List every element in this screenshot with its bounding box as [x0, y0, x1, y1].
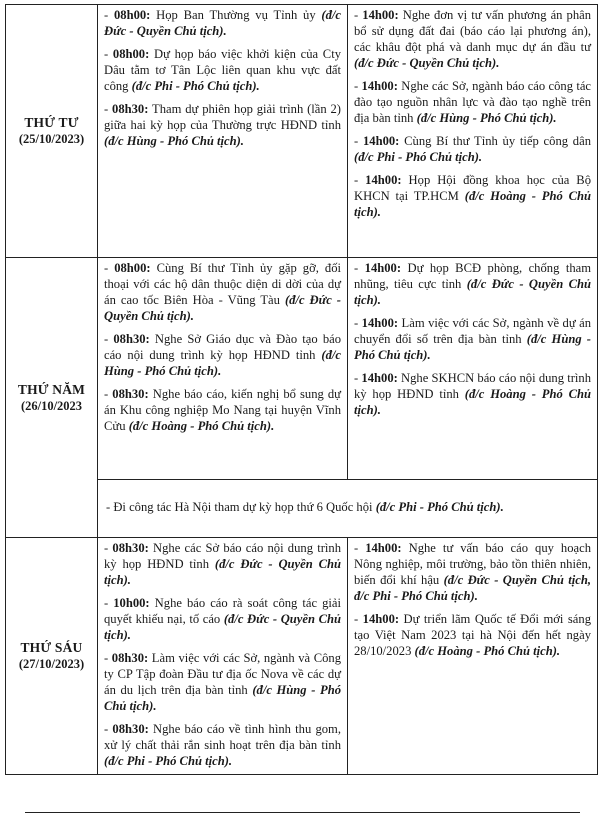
- schedule-entry: - 08h30: Tham dự phiên họp giải trình (lần 2) giữa hai kỳ họp của Thường trực HĐND tỉnh (đ/c Hùng - Phó Chủ tịch).: [104, 102, 341, 148]
- entry-time: 14h00:: [361, 316, 399, 330]
- entry-text: Nghe báo cáo, kiến nghị bổ sung dự án Khu công nghiệp Mo Nang tại huyện Vĩnh Cửu: [104, 387, 341, 433]
- day-cell: [6, 5, 98, 258]
- entry-text: Dự họp báo việc khởi kiện của Cty Dâu tằm tơ Tân Lộc liên quan khu vực đất công: [104, 47, 341, 93]
- schedule-entry: - 14h00: Họp Hội đồng khoa học của Bộ KHCN tại TP.HCM (đ/c Hoàng - Phó Chủ tịch).: [354, 173, 592, 219]
- schedule-entry: - 08h30: Nghe các Sở báo cáo nội dung trình kỳ họp HĐND tỉnh (đ/c Đức - Quyền Chủ tịch).: [104, 541, 341, 587]
- afternoon-column: [348, 5, 598, 258]
- day-row-wednesday: [6, 5, 598, 258]
- entry-person: (đ/c Phi - Phó Chủ tịch).: [354, 150, 483, 164]
- entry-person: (đ/c Hoàng - Phó Chủ tịch).: [128, 419, 275, 433]
- entry-text: Dự họp BCĐ phòng, chống tham nhũng, tiêu cực tỉnh: [354, 261, 591, 291]
- entry-time: 08h30:: [112, 102, 149, 116]
- schedule-entry: - 14h00: Dự họp BCĐ phòng, chống tham nhũng, tiêu cực tỉnh (đ/c Đức - Quyền Chủ tịch).: [354, 261, 591, 307]
- day-date: (26/10/2023: [20, 398, 83, 413]
- schedule-entry: - 14h00: Làm việc với các Sở, ngành về dự án chuyển đổi số trên địa bàn tỉnh (đ/c Hùng - Phó Chủ tịch).: [354, 316, 592, 362]
- entry-time: 14h00:: [362, 612, 400, 626]
- entry-time: 14h00:: [364, 261, 402, 275]
- entry-person: (đ/c Phi - Phó Chủ tịch).: [375, 500, 504, 514]
- entry-person: (đ/c Hoàng - Phó Chủ tịch).: [414, 644, 561, 658]
- entry-time: 14h00:: [362, 134, 400, 148]
- schedule-entry: - 08h30: Làm việc với các Sở, ngành và Công ty CP Tập đoàn Đầu tư địa ốc Nova về các dự án du lịch trên địa bàn tỉnh (đ/c Hùng - Phó Chủ tịch).: [104, 651, 342, 713]
- entry-person: (đ/c Đức - Quyền Chủ tịch).: [104, 293, 341, 323]
- entry-time: 14h00:: [365, 173, 402, 187]
- entry-text: Nghe Sở Giáo dục và Đào tạo báo cáo nội dung trình kỳ họp HĐND tỉnh: [104, 332, 342, 362]
- afternoon-column: [348, 538, 598, 775]
- entry-text: - Đi công tác Hà Nội tham dự kỳ họp thứ 6 Quốc hội: [106, 500, 373, 514]
- day-name: THỨ SÁU: [20, 640, 83, 655]
- entry-time: 08h30:: [112, 722, 149, 736]
- entry-time: 14h00:: [361, 79, 398, 93]
- entry-person: (đ/c Hùng - Phó Chủ tịch).: [104, 134, 244, 148]
- entry-time: 10h00:: [113, 596, 150, 610]
- schedule-entry: - 08h30: Nghe Sở Giáo dục và Đào tạo báo cáo nội dung trình kỳ họp HĐND tỉnh (đ/c Hùng - Phó Chủ tịch).: [104, 332, 342, 378]
- entry-person: (đ/c Hùng - Phó Chủ tịch).: [354, 332, 592, 362]
- entry-time: 08h30:: [112, 387, 149, 401]
- entry-person: (đ/c Phi - Phó Chủ tịch).: [104, 754, 233, 768]
- entry-person: (đ/c Đức - Quyền Chủ tịch).: [104, 557, 341, 587]
- entry-time: 08h00:: [113, 8, 151, 22]
- morning-column: [98, 538, 348, 775]
- entry-text: Nghe đơn vị tư vấn phương án phân bổ sử dụng đất đai (báo cáo lại phương án), các khâu đột phá và danh mục dự án đầu tư: [354, 8, 592, 54]
- schedule-entry: - 08h30: Nghe báo cáo về tình hình thu gom, xử lý chất thải rắn sinh hoạt trên địa bàn tỉnh (đ/c Phi - Phó Chủ tịch).: [104, 722, 341, 768]
- entry-person: (đ/c Hùng - Phó Chủ tịch).: [416, 111, 557, 125]
- entry-text: Nghe báo cáo về tình hình thu gom, xử lý chất thải rắn sinh hoạt trên địa bàn tỉnh: [104, 722, 341, 752]
- schedule-entry: - 08h30: Nghe báo cáo, kiến nghị bổ sung dự án Khu công nghiệp Mo Nang tại huyện Vĩnh Cửu (đ/c Hoàng - Phó Chủ tịch).: [104, 387, 341, 433]
- entry-time: 08h00:: [112, 47, 150, 61]
- schedule-entry: - 14h00: Nghe SKHCN báo cáo nội dung trình kỳ họp HĐND tỉnh (đ/c Hoàng - Phó Chủ tịch).: [354, 371, 592, 417]
- day-name: THỨ TƯ: [24, 115, 79, 130]
- entry-person: (đ/c Hoàng - Phó Chủ tịch).: [354, 387, 591, 417]
- entry-person: (đ/c Phi - Phó Chủ tịch).: [131, 79, 260, 93]
- entry-text: Họp Hội đồng khoa học của Bộ KHCN tại TP.HCM: [354, 173, 591, 203]
- morning-column: [98, 258, 348, 480]
- entry-time: 08h30:: [112, 541, 149, 555]
- entry-person: (đ/c Đức - Quyền Chủ tịch).: [104, 8, 341, 38]
- entry-time: 14h00:: [361, 371, 398, 385]
- entry-person: (đ/c Đức - Quyền Chủ tịch).: [104, 612, 342, 642]
- morning-column: [98, 5, 348, 258]
- day-row-thursday: [6, 258, 598, 480]
- entry-text: Nghe các Sở báo cáo nội dung trình kỳ họp HĐND tỉnh: [104, 541, 341, 571]
- day-cell: [6, 258, 98, 538]
- entry-text: Dự triển lãm Quốc tế Đổi mới sáng tạo Việt Nam 2023 tại hà Nội đến hết ngày 28/10/2023: [354, 612, 591, 658]
- entry-text: Làm việc với các Sở, ngành và Công ty CP Tập đoàn Đầu tư địa ốc Nova về các dự án du lịch trên địa bàn tỉnh: [104, 651, 342, 697]
- entry-time: 08h00:: [114, 261, 151, 275]
- day-date: (27/10/2023): [18, 657, 85, 671]
- afternoon-column: [348, 258, 598, 480]
- schedule-entry: - 08h00: Dự họp báo việc khởi kiện của Cty Dâu tằm tơ Tân Lộc liên quan khu vực đất công (đ/c Phi - Phó Chủ tịch).: [104, 47, 341, 93]
- schedule-entry: - 14h00: Dự triển lãm Quốc tế Đổi mới sáng tạo Việt Nam 2023 tại hà Nội đến hết ngày 28/10/2023 (đ/c Hoàng - Phó Chủ tịch).: [354, 612, 591, 658]
- entry-person: (đ/c Đức - Quyền Chủ tịch, đ/c Phi - Phó Chủ tịch).: [354, 573, 591, 603]
- entry-person: (đ/c Hùng - Phó Chủ tịch).: [104, 348, 341, 378]
- entry-time: 08h30:: [111, 651, 149, 665]
- schedule-entry: - 14h00: Cùng Bí thư Tỉnh ủy tiếp công dân (đ/c Phi - Phó Chủ tịch).: [354, 134, 591, 164]
- schedule-table: [5, 4, 598, 775]
- schedule-entry: - 14h00: Nghe các Sở, ngành báo cáo công tác đào tạo nguồn nhân lực và đào tạo nghề trên địa bàn tỉnh (đ/c Hùng - Phó Chủ tịch).: [354, 79, 591, 125]
- entry-person: (đ/c Hoàng - Phó Chủ tịch).: [354, 189, 592, 219]
- day-date: (25/10/2023): [18, 132, 85, 146]
- entry-person: (đ/c Đức - Quyền Chủ tịch).: [354, 277, 591, 307]
- footer-divider: [25, 812, 580, 813]
- schedule-entry: - 14h00: Nghe đơn vị tư vấn phương án phân bổ sử dụng đất đai (báo cáo lại phương án), các khâu đột phá và danh mục dự án đầu tư (đ/c Đức - Quyền Chủ tịch).: [354, 8, 592, 70]
- entry-time: 14h00:: [365, 541, 402, 555]
- entry-text: Nghe các Sở, ngành báo cáo công tác đào tạo nguồn nhân lực và đào tạo nghề trên địa bàn tỉnh: [354, 79, 591, 125]
- schedule-entry: - 14h00: Nghe tư vấn báo cáo quy hoạch Nông nghiệp, môi trường, bảo tồn thiên nhiên, biến đổi khí hậu (đ/c Đức - Quyền Chủ tịch, đ/c Phi - Phó Chủ tịch).: [354, 541, 591, 603]
- full-width-entry: [98, 480, 598, 538]
- entry-person: (đ/c Hùng - Phó Chủ tịch).: [104, 683, 341, 713]
- entry-text: Họp Ban Thường vụ Tỉnh ủy: [156, 8, 316, 22]
- schedule-entry: - 08h00: Họp Ban Thường vụ Tỉnh ủy (đ/c Đức - Quyền Chủ tịch).: [104, 8, 341, 38]
- entry-text: Tham dự phiên họp giải trình (lần 2) giữa hai kỳ họp của Thường trực HĐND tỉnh: [104, 102, 341, 132]
- entry-person: (đ/c Đức - Quyền Chủ tịch).: [354, 56, 500, 70]
- schedule-entry: - 08h00: Cùng Bí thư Tỉnh ủy gặp gỡ, đối thoại với các hộ dân thuộc diện di dời của dự án cao tốc Biên Hòa - Vũng Tàu (đ/c Đức - Quyền Chủ tịch).: [104, 261, 341, 323]
- entry-text: Nghe SKHCN báo cáo nội dung trình kỳ họp HĐND tỉnh: [354, 371, 592, 401]
- entry-text: Nghe tư vấn báo cáo quy hoạch Nông nghiệp, môi trường, bảo tồn thiên nhiên, biến đổi khí hậu: [354, 541, 591, 587]
- entry-time: 08h30:: [113, 332, 150, 346]
- entry-text: Làm việc với các Sở, ngành về dự án chuyển đổi số trên địa bàn tỉnh: [354, 316, 592, 346]
- entry-text: Cùng Bí thư Tỉnh ủy tiếp công dân: [404, 134, 591, 148]
- entry-time: 14h00:: [362, 8, 399, 22]
- day-name: THỨ NĂM: [17, 381, 86, 397]
- schedule-entry: - 10h00: Nghe báo cáo rà soát công tác giải quyết khiếu nại, tố cáo (đ/c Đức - Quyền Chủ tịch).: [104, 596, 342, 642]
- day-cell: [6, 538, 98, 775]
- day-row-friday: [6, 538, 598, 775]
- entry-text: Nghe báo cáo rà soát công tác giải quyết khiếu nại, tố cáo: [104, 596, 341, 626]
- entry-text: Cùng Bí thư Tỉnh ủy gặp gỡ, đối thoại với các hộ dân thuộc diện di dời của dự án cao tốc Biên Hòa - Vũng Tàu: [104, 261, 341, 307]
